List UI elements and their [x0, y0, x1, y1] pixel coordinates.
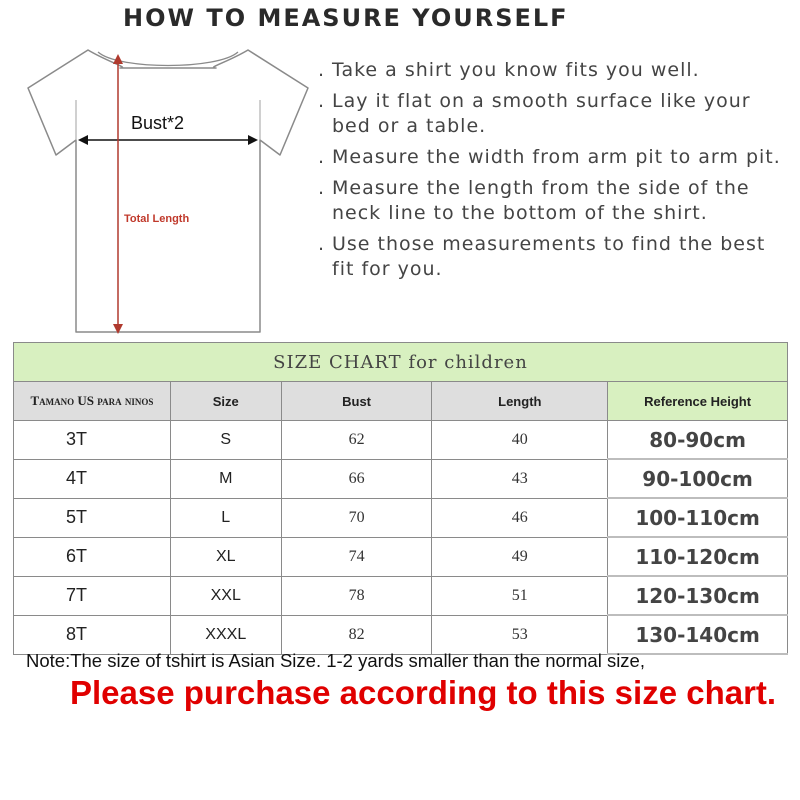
cell-us-size: 8T	[14, 615, 171, 654]
cell-length: 43	[432, 459, 608, 498]
cell-length: 40	[432, 421, 608, 460]
size-chart-table	[13, 342, 788, 655]
total-length-label: Total Length	[124, 213, 190, 225]
table-row	[14, 459, 788, 498]
cell-length: 53	[432, 615, 608, 654]
cell-bust: 74	[281, 537, 432, 576]
tshirt-diagram	[18, 40, 318, 340]
header-size: Size	[170, 382, 281, 421]
cell-bust: 82	[281, 615, 432, 654]
cell-reference-height: 90-100cm	[608, 459, 788, 498]
table-row	[14, 498, 788, 537]
header-reference-height: Reference Height	[608, 382, 788, 421]
header-us-size: Tamano US para ninos	[14, 382, 171, 421]
measure-instructions	[318, 58, 788, 288]
cell-reference-height: 80-90cm	[608, 421, 788, 460]
cell-reference-height: 110-120cm	[608, 537, 788, 576]
instruction-item: . Measure the length from the side of the neck line to the bottom of the shirt.	[318, 177, 750, 224]
page-title: HOW TO MEASURE YOURSELF	[123, 4, 569, 32]
instruction-item: . Take a shirt you know fits you well.	[318, 59, 700, 81]
cell-bust: 66	[281, 459, 432, 498]
cell-us-size: 5T	[14, 498, 171, 537]
cell-bust: 62	[281, 421, 432, 460]
cell-length: 51	[432, 576, 608, 615]
cell-length: 49	[432, 537, 608, 576]
cell-length: 46	[432, 498, 608, 537]
size-chart-title: SIZE CHART for children	[14, 343, 788, 382]
cell-bust: 70	[281, 498, 432, 537]
bust-label: Bust*2	[131, 113, 185, 133]
instruction-item: . Measure the width from arm pit to arm pit.	[318, 146, 781, 168]
purchase-notice: Please purchase according to this size chart.	[70, 674, 777, 711]
header-bust: Bust	[281, 382, 432, 421]
table-row	[14, 421, 788, 460]
asian-size-note: Note:The size of tshirt is Asian Size. 1-2 yards smaller than the normal size,	[26, 650, 645, 671]
cell-size: M	[170, 459, 281, 498]
cell-size: S	[170, 421, 281, 460]
table-row	[14, 615, 788, 654]
cell-size: L	[170, 498, 281, 537]
instruction-item: . Lay it flat on a smooth surface like your bed or a table.	[318, 90, 751, 137]
cell-us-size: 6T	[14, 537, 171, 576]
cell-size: XL	[170, 537, 281, 576]
table-row	[14, 576, 788, 615]
cell-us-size: 7T	[14, 576, 171, 615]
cell-size: XXXL	[170, 615, 281, 654]
table-row	[14, 537, 788, 576]
cell-size: XXL	[170, 576, 281, 615]
cell-us-size: 3T	[14, 421, 171, 460]
cell-bust: 78	[281, 576, 432, 615]
cell-us-size: 4T	[14, 459, 171, 498]
header-length: Length	[432, 382, 608, 421]
cell-reference-height: 100-110cm	[608, 498, 788, 537]
cell-reference-height: 130-140cm	[608, 615, 788, 654]
cell-reference-height: 120-130cm	[608, 576, 788, 615]
instruction-item: . Use those measurements to find the best fit for you.	[318, 233, 766, 280]
